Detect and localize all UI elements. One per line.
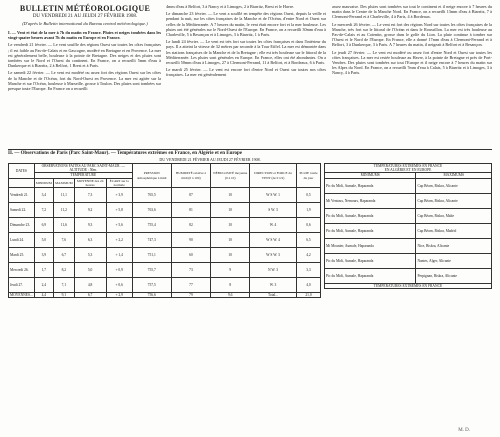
cell-ecart: + 5,8: [106, 203, 132, 218]
section-divider: [8, 149, 492, 150]
cell-moy: 5,0: [74, 263, 106, 278]
col-header-pression: PRESSION atmosphérique à midi: [132, 164, 171, 188]
cell-vent: W S W. 1: [250, 188, 297, 203]
text-column-2: [166, 4, 326, 78]
cell-min: 1,7: [34, 263, 53, 278]
footer-label: MOYENNES...: [10, 293, 33, 298]
paragraph: Le mercredi 26 février. — Le vent est fort des régions Nord sur toutes les côtes françaises de la Manche, très fort sur le littoral de l'Océan et dans le Roussillon. La mer est très houleuse au Pas-de-Calais et au Cotentin, grosse dans le golfe du Lion. La pluie continue à tomber sur l'Ouest et le Nord de l'Europe. En France, elle a donné 17mm d'eau à Clermont-Ferrand et à Belfort, 3 à Dunkerque, 3 à Paris. A 7 heures du matin, il neigeait à Belfort et à Besançon.: [332, 21, 492, 48]
cell-max: Cap Béarn, Biskra, Malte: [416, 208, 492, 223]
cell-min: Pic du Midi, Aumale, Haparanda: [325, 178, 416, 193]
cell-moy: 9,3: [74, 218, 106, 233]
observations-table: [8, 163, 321, 298]
cell-ecart: + 2,2: [106, 233, 132, 248]
cell-pression: 757,5: [132, 278, 171, 293]
cell-day: Lundi 24.: [9, 233, 35, 248]
cell-pression: 747,3: [132, 233, 171, 248]
table-row: [325, 193, 492, 208]
paragraph: Le dimanche 23 février. — Le vent a soufflé en tempête des régions Ouest, depuis la veille et pendant la nuit, sur les côtes françaises de la Manche et de l'Océan, d'entre Nord et Ouest sur celles de la Méditerranée. A 7 heures du matin, le vent était encore fort et la mer houleuse. Les pluies ont été générales sur le Nord-Ouest de l'Europe. En France, on a recueilli 30mm d'eau à Charleville, 5 à Besançon et à Limoges, 3 à Biarritz, 1 à Paris.: [166, 11, 326, 38]
cell-max: 11,6: [54, 218, 75, 233]
paragraph: Le vendredi 21 février. — Le vent souffle des régions Ouest sur toutes les côtes françaises ; il est faible au Pas-de-Calais et en Gascogne, modéré en Bretagne et en Provence. La mer est généralement belle, houleuse à la pointe de Bretagne. Des neiges et des pluies sont tombées sur le Nord et l'Ouest du continent. En France, on a recueilli 5mm d'eau à Dunkerque et à Biarritz, 2 à Belfort, 1 Brest et à Paris.: [8, 42, 161, 69]
cell-max: Cap Béarn, Biskra, Alicante: [416, 178, 492, 193]
cell-max: Nice, Biskra, Alicante: [416, 238, 492, 253]
cell-ecart: + 3,9: [106, 188, 132, 203]
cell-pluie: 4,2: [296, 248, 320, 263]
table-row: [9, 248, 321, 263]
cell-max: 11,2: [54, 203, 75, 218]
table-footer-row: [9, 293, 321, 298]
cell-neb: 10: [211, 218, 250, 233]
col-header-moyenne: MOYENNE des 24 heures: [74, 178, 106, 187]
cell-hum: 60: [171, 248, 211, 263]
cell-moy: 7,3: [74, 188, 106, 203]
cell-day: Mercredi 26.: [9, 263, 35, 278]
cell-min: Pic du Midi, Aumale, Haparanda: [325, 223, 416, 238]
cell-pluie: 4,0: [296, 278, 320, 293]
footer-min: 4,4: [34, 293, 53, 298]
footer-moy: 6,7: [74, 293, 106, 298]
cell-vent: W S W. 4: [250, 233, 297, 248]
cell-neb: 10: [211, 248, 250, 263]
table-row: [9, 188, 321, 203]
cell-min: 2,4: [34, 278, 53, 293]
col-header-dates: DATES: [9, 164, 35, 179]
table-row: [9, 233, 321, 248]
cell-moy: 9,2: [74, 203, 106, 218]
cell-moy: 6,3: [74, 233, 106, 248]
cell-day: Samedi 22.: [9, 203, 35, 218]
cell-vent: S W. 3: [250, 203, 297, 218]
cell-hum: 87: [171, 188, 211, 203]
table-caption: OBSERVATIONS FAITES AU PARC SAINT-MAUR. — ALTITUDE : 50m.: [34, 164, 132, 173]
cell-neb: 10: [211, 203, 250, 218]
paragraph: Le samedi 22 février. — Le vent est modéré ou assez fort des régions Ouest sur les côtes de la Manche et de l'Océan, fort du Nord-Ouest en Provence. La mer est agitée sur la Manche et sur l'Océan, houleuse à Marseille, grosse à Toulon. Des pluies sont tombées sur presque toute l'Europe. En France on a recueilli: [8, 70, 161, 92]
cell-min: 5,0: [34, 233, 53, 248]
cell-neb: 9: [211, 263, 250, 278]
col-header-minimums: MINIMUMS: [325, 173, 416, 178]
cell-min: Mt Ventoux, Nemours, Haparanda: [325, 193, 416, 208]
cell-min: Pic du Midi, Aumale, Haparanda: [325, 268, 416, 283]
cell-day: Vendredi 21.: [9, 188, 35, 203]
cell-max: 7,1: [54, 278, 75, 293]
bulletin-title: BULLETIN MÉTÉOROLOGIQUE: [19, 4, 151, 13]
col-header-pluie: PLUIE totale du jour: [296, 164, 320, 188]
cell-min: 3,4: [34, 188, 53, 203]
cell-ecart: + 0,9: [106, 263, 132, 278]
paragraph: 4mm d'eau à Belfort, 3 à Nancy et à Limoges, 2 à Biarritz, Brest et le Havre.: [166, 4, 295, 9]
cell-hum: 73: [171, 263, 211, 278]
cell-pluie: 3,3: [296, 263, 320, 278]
extremes-title: [325, 164, 492, 173]
footer-ecart: + 2,9: [106, 293, 132, 298]
cell-max: 7,6: [54, 233, 75, 248]
table-row: [9, 218, 321, 233]
col-header-direction: DIRECTION et FORCE du VENT (de 0 à 9): [250, 164, 297, 188]
bulletin-dates: DU VENDREDI 21 AU JEUDI 27 FÉVRIER 1908.: [32, 14, 138, 19]
cell-pression: 755,4: [132, 218, 171, 233]
extremes-footer: TEMPÉRATURES EXTRÊMES EN FRANCE: [325, 283, 492, 288]
extremes-table: [324, 163, 492, 289]
table-row: [325, 253, 492, 268]
cell-ecart: + 1,4: [106, 248, 132, 263]
cell-max: Cap Béarn, Biskra, Alicante: [416, 193, 492, 208]
cell-vent: N W. 3: [250, 263, 297, 278]
section-subtitle: DU VENDREDI 21 FÉVRIER AU JEUDI 27 FÉVRIER 1908.: [159, 157, 261, 162]
cell-min: 3,9: [34, 248, 53, 263]
cell-ecart: + 5,6: [106, 218, 132, 233]
footer-pression: 756,6: [132, 293, 171, 298]
cell-pluie: 6,5: [296, 233, 320, 248]
cell-pression: 751,1: [132, 248, 171, 263]
cell-hum: 90: [171, 233, 211, 248]
cell-max: 8,2: [54, 263, 75, 278]
table-row: [325, 223, 492, 238]
cell-day: Dimanche 23.: [9, 218, 35, 233]
table-row: [325, 208, 492, 223]
cell-min: Pic du Midi, Aumale, Haparanda: [325, 208, 416, 223]
table-row: [9, 203, 321, 218]
cell-pression: 765,5: [132, 188, 171, 203]
page-mark: M. D.: [458, 428, 470, 433]
cell-ecart: + 0,6: [106, 278, 132, 293]
cell-pression: 763,6: [132, 203, 171, 218]
cell-neb: 10: [211, 188, 250, 203]
extremes-title-text: TEMPÉRATURES EXTRÊMES EN FRANCE: [373, 164, 443, 168]
table-row: [325, 238, 492, 253]
table-row: [9, 278, 321, 293]
cell-vent: W. 4: [250, 218, 297, 233]
cell-max: Cap Béarn, Biskra, Madrid: [416, 223, 492, 238]
cell-neb: 8: [211, 278, 250, 293]
paragraph: Le mardi 25 février. — Le vent est encore fort d'entre Nord et Ouest sur toutes nos côtes françaises. La mer est généralement: [166, 67, 326, 78]
cell-neb: 10: [211, 233, 250, 248]
col-header-nebulosite: NÉBULOSITÉ moyenne (0 à 10): [211, 164, 250, 188]
col-header-maximums: MAXIMUMS: [416, 173, 492, 178]
cell-pluie: 0,6: [296, 218, 320, 233]
cell-hum: 77: [171, 278, 211, 293]
paragraph: Le lundi 24 février. — Le vent est très fort sur toutes les côtes françaises et dans l'intérieur du pays. Il a atteint la vitesse de 32 mètres par seconde à la Tour Eiffel. La mer est démontée dans les stations françaises de la Manche et de la Bretagne ; elle est très houleuse sur le littoral de la Méditerranée. Les pluies sont générales en Europe. En France, elles ont été abondantes. On a recueilli 50mm d'eau à Limoges, 27 à Clermont-Ferrand, 11 à Belfort, et à Bordeaux, 6 à Paris.: [166, 39, 326, 66]
paragraph: I. — Vent et état de la mer à 7h du matin en France. Pluies et neiges tombées dans les vingt-quatre heures avant 7h du matin en Europe et en France.: [8, 30, 161, 41]
cell-min: Pic du Midi, Aumale, Haparanda: [325, 253, 416, 268]
cell-hum: 81: [171, 203, 211, 218]
cell-pluie: 0,5: [296, 188, 320, 203]
table-row: [9, 263, 321, 278]
bulletin-source: (D'après le Bulletin international du Bureau central météorologique.): [22, 21, 148, 26]
footer-total-label: Total...: [250, 293, 297, 298]
cell-max: Perpignan, Biskra, Alicante: [416, 268, 492, 283]
extremes-subtitle-text: EN ALGÉRIE ET EN EUROPE: [384, 168, 432, 173]
paragraph: assez mauvaise. Des pluies sont tombées sur tout le continent et il neige encore à 7 heures du matin dans le Centre de la Manche Nord. En France, on a recueilli 13mm d'eau à Biarritz, 7 à Clermont-Ferrand et à Charleville, 4 à Paris, 4 à Bordeaux.: [332, 4, 492, 20]
cell-hum: 82: [171, 218, 211, 233]
cell-vent: W. 3: [250, 278, 297, 293]
table-row: [325, 178, 492, 193]
cell-moy: 4,8: [74, 278, 106, 293]
section-title: II. — Observations de Paris (Parc Saint-Maur). — Températures extrêmes en France, en Algérie et en Europe: [8, 151, 242, 156]
paragraph: Le jeudi 27 février. — Le vent est modéré ou assez fort d'entre Nord et Ouest sur toutes les côtes françaises. La mer est restée houleuse au Havre, à la pointe de Bretagne et près de Port-Vendres. Des pluies sont tombées sur tout l'Europe et il neige encore à 7 heures du matin sur les Alpes du Nord. En France, on a recueilli 7mm d'eau à Calais, 5 à Biarritz et à Limoges, 3 à Nancy, 4 à Paris.: [332, 49, 492, 76]
col-header-ecart: ÉCART sur la normale: [106, 178, 132, 187]
footer-max: 9,1: [54, 293, 75, 298]
cell-min: 7,2: [34, 203, 53, 218]
footer-hum: 79: [171, 293, 211, 298]
col-header-maximum: MAXIMUM: [54, 178, 75, 187]
cell-day: Jeudi 27.: [9, 278, 35, 293]
cell-day: Mardi 25.: [9, 248, 35, 263]
cell-pression: 755,7: [132, 263, 171, 278]
col-header-minimum: MINIMUM: [34, 178, 53, 187]
cell-min: 6,9: [34, 218, 53, 233]
table-row: [325, 268, 492, 283]
col-header-humidite: HUMIDITÉ relative à midi (0 à 100): [171, 164, 211, 188]
footer-neb: 9,6: [211, 293, 250, 298]
col-header-temperature: TEMPÉRATURE: [34, 173, 132, 178]
cell-min: Mt Mounier, Aumale, Haparanda: [325, 238, 416, 253]
cell-pluie: 1,9: [296, 203, 320, 218]
cell-max: 11,1: [54, 188, 75, 203]
text-column-3: [332, 4, 492, 76]
cell-max: Nantes, Alger, Alicante: [416, 253, 492, 268]
cell-moy: 5,3: [74, 248, 106, 263]
text-column-1: [8, 30, 161, 91]
footer-pluie: 21,0: [296, 293, 320, 298]
cell-vent: W S W. 3: [250, 248, 297, 263]
cell-max: 6,7: [54, 248, 75, 263]
blank-header: [9, 178, 35, 187]
